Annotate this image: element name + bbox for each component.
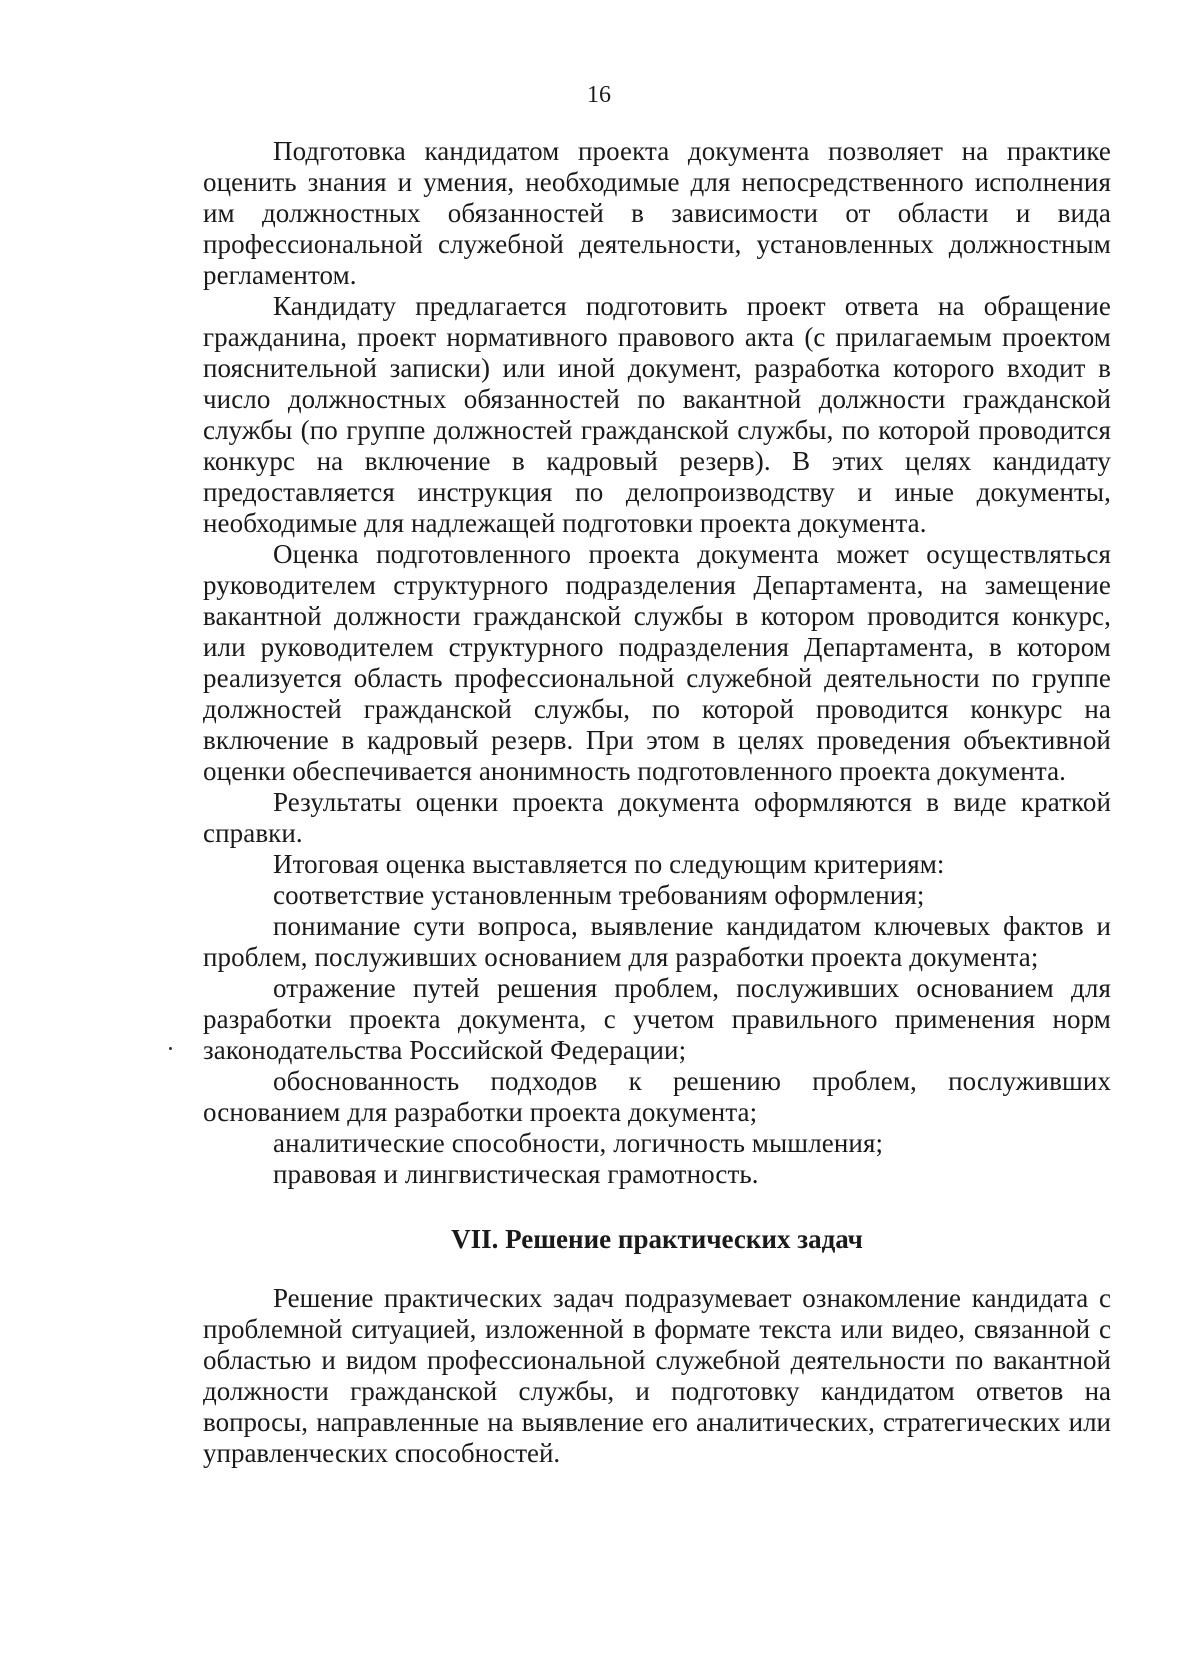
criteria-item: аналитические способности, логичность мышления; — [273, 1128, 884, 1158]
paragraph: Оценка подготовленного проекта документа может осуществляться руководителем структурного подразделения Департамента, на замещение вакантной должности гражданской службы в котором проводится конкурс, или руководителем структурного подразделения Департамента, в котором реализуется область профессиональной служебной деятельности по группе должностей гражданской службы, по которой проводится конкурс на включение в кадровый резерв. При этом в целях проведения объективной оценки обеспечивается анонимность подготовленного проекта документа. — [203, 539, 1111, 786]
paragraph: Результаты оценки проекта документа оформляются в виде краткой справки. — [203, 787, 1111, 848]
margin-mark — [169, 1047, 172, 1050]
section-heading: VII. Решение практических задач — [451, 1224, 863, 1254]
criteria-item: понимание сути вопроса, выявление кандидатом ключевых фактов и проблем, послуживших основанием для разработки проекта документа; — [203, 911, 1111, 972]
criteria-item: соответствие установленным требованиям оформления; — [273, 880, 925, 910]
page-number: 16 — [587, 82, 611, 108]
section-body-text — [203, 1283, 1111, 1469]
criteria-item: отражение путей решения проблем, послуживших основанием для разработки проекта документа, с учетом правильного применения норм законодательства Российской Федерации; — [203, 973, 1111, 1065]
criteria-item: правовая и лингвистическая грамотность. — [273, 1159, 759, 1189]
body-text — [203, 136, 1111, 1190]
criteria-item: обоснованность подходов к решению проблем, послуживших основанием для разработки проекта документа; — [203, 1066, 1111, 1127]
paragraph: Итоговая оценка выставляется по следующим критериям: — [273, 849, 945, 879]
paragraph: Решение практических задач подразумевает ознакомление кандидата с проблемной ситуацией, изложенной в формате текста или видео, связанной с областью и видом профессиональной служебной деятельности по вакантной должности гражданской службы, и подготовку кандидатом ответов на вопросы, направленные на выявление его аналитических, стратегических или управленческих способностей. — [203, 1283, 1111, 1468]
paragraph: Подготовка кандидатом проекта документа позволяет на практике оценить знания и умения, необходимые для непосредственного исполнения им должностных обязанностей в зависимости от области и вида профессиональной служебной деятельности, установленных должностным регламентом. — [203, 136, 1111, 290]
paragraph: Кандидату предлагается подготовить проект ответа на обращение гражданина, проект нормативного правового акта (с прилагаемым проектом пояснительной записки) или иной документ, разработка которого входит в число должностных обязанностей по вакантной должности гражданской службы (по группе должностей гражданской службы, по которой проводится конкурс на включение в кадровый резерв). В этих целях кандидату предоставляется инструкция по делопроизводству и иные документы, необходимые для надлежащей подготовки проекта документа. — [203, 291, 1111, 538]
